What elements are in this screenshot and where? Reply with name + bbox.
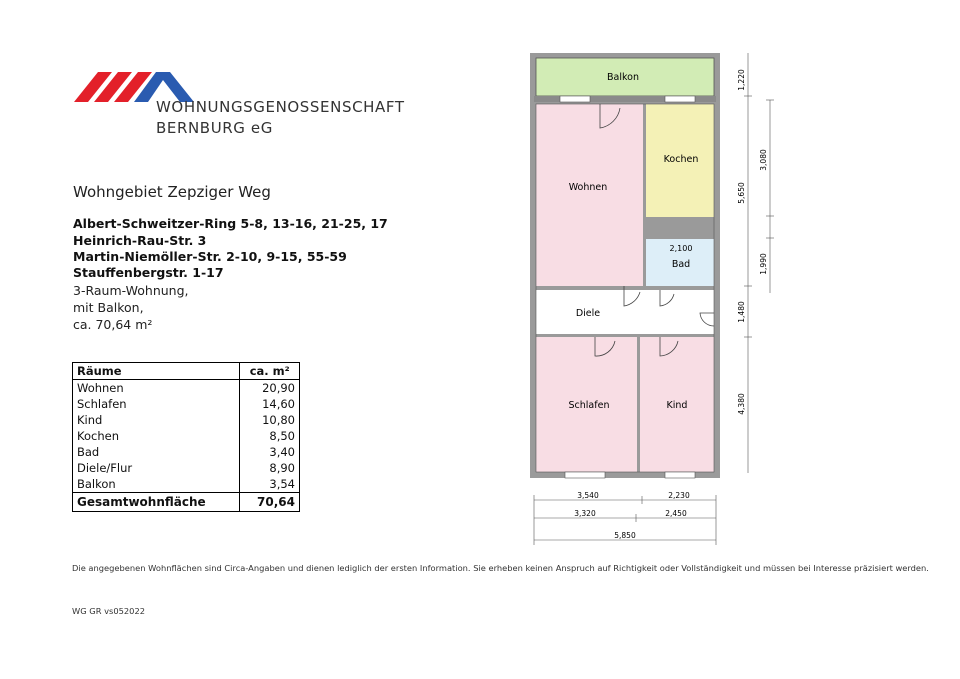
room-name: Kochen <box>77 429 119 443</box>
dim-bottom-3320: 3,320 <box>574 509 596 518</box>
area-title: Wohngebiet Zepziger Weg <box>73 183 271 201</box>
room-name: Bad <box>77 445 100 459</box>
table-row <box>73 396 300 412</box>
address-line: Stauffenbergstr. 1-17 <box>73 265 224 280</box>
company-name-line2: BERNBURG eG <box>156 119 273 137</box>
room-label-kind: Kind <box>666 400 688 411</box>
description-line: mit Balkon, <box>73 300 144 315</box>
room-name: Schlafen <box>77 397 127 411</box>
dim-right-1990: 1,990 <box>759 253 768 275</box>
room-label-wohnen: Wohnen <box>568 182 608 193</box>
total-label: Gesamtwohnfläche <box>73 493 240 512</box>
room-diele <box>536 290 714 334</box>
rooms-area-table <box>72 362 300 512</box>
company-name-line1: WOHNUNGSGENOSSENSCHAFT <box>156 98 405 116</box>
room-area: 20,90 <box>240 380 300 397</box>
room-name: Wohnen <box>77 381 124 395</box>
window <box>560 96 590 102</box>
dim-right-5650: 5,650 <box>737 182 746 204</box>
room-area: 14,60 <box>240 396 300 412</box>
room-label-bad: Bad <box>671 259 691 270</box>
dim-bottom-3540: 3,540 <box>577 491 599 500</box>
bad-width-dim: 2,100 <box>669 244 693 253</box>
document-code: WG GR vs052022 <box>72 606 146 616</box>
room-label-kochen: Kochen <box>663 154 699 165</box>
table-row <box>73 476 300 493</box>
address-line: Albert-Schweitzer-Ring 5-8, 13-16, 21-25, 17 <box>73 216 388 231</box>
room-label-diele: Diele <box>575 308 601 319</box>
window <box>565 472 605 478</box>
room-area: 10,80 <box>240 412 300 428</box>
room-area: 8,90 <box>240 460 300 476</box>
table-row <box>73 412 300 428</box>
room-area: 8,50 <box>240 428 300 444</box>
table-row <box>73 460 300 476</box>
floor-plan <box>520 48 780 553</box>
dim-right-1480: 1,480 <box>737 301 746 323</box>
description-line: ca. 70,64 m² <box>73 317 153 332</box>
room-name: Diele/Flur <box>77 461 133 475</box>
description-line: 3-Raum-Wohnung, <box>73 283 189 298</box>
dim-bottom-2230: 2,230 <box>668 491 690 500</box>
room-label-balkon: Balkon <box>607 72 639 83</box>
room-name: Balkon <box>77 477 116 491</box>
column-header-room: Räume <box>73 363 240 380</box>
dim-right-3080: 3,080 <box>759 149 768 171</box>
dim-right-1220: 1,220 <box>737 69 746 91</box>
column-header-area: ca. m² <box>240 363 300 380</box>
dim-bottom-2450: 2,450 <box>665 509 687 518</box>
window <box>665 96 695 102</box>
table-row <box>73 444 300 460</box>
dim-bottom-5850: 5,850 <box>614 531 636 540</box>
room-area: 3,40 <box>240 444 300 460</box>
table-total-row <box>73 493 300 512</box>
dim-right-4380: 4,380 <box>737 393 746 415</box>
total-area: 70,64 <box>240 493 300 512</box>
disclaimer-text: Die angegebenen Wohnflächen sind Circa-Angaben und dienen lediglich der ersten Information. Sie erheben keinen Anspruch auf Richtigkeit oder Vollständigkeit und müssen bei Interesse präzisiert werden. <box>72 563 929 573</box>
room-wohnen <box>536 104 643 286</box>
window <box>665 472 695 478</box>
table-header-row <box>73 363 300 380</box>
table-row <box>73 380 300 397</box>
room-name: Kind <box>77 413 103 427</box>
address-line: Martin-Niemöller-Str. 2-10, 9-15, 55-59 <box>73 249 347 264</box>
room-label-schlafen: Schlafen <box>568 400 610 411</box>
room-area: 3,54 <box>240 476 300 493</box>
table-row <box>73 428 300 444</box>
address-line: Heinrich-Rau-Str. 3 <box>73 233 207 248</box>
